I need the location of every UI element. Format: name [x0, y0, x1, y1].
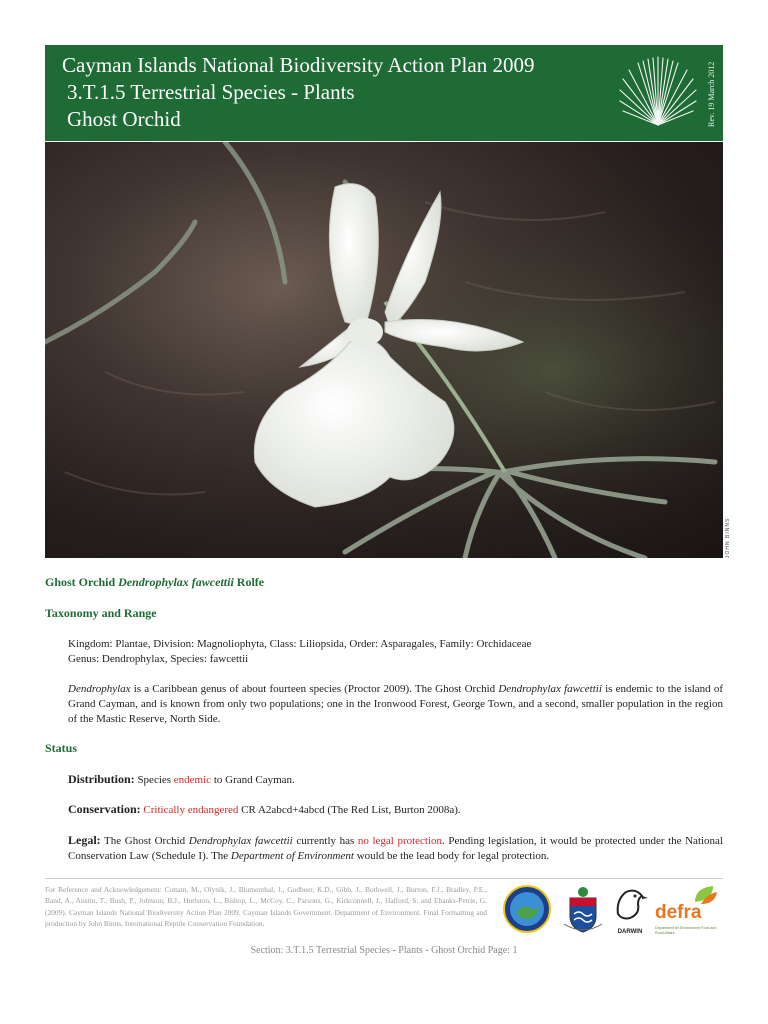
defra-label: defra: [655, 902, 702, 923]
distribution-highlight: endemic: [173, 774, 212, 786]
distribution-label: Distribution:: [68, 772, 135, 786]
range-paragraph: [68, 682, 723, 727]
species-name: Dendrophylax fawcettii: [498, 683, 602, 695]
defra-logo: [655, 884, 723, 936]
cayman-government-crest-icon: [562, 884, 604, 936]
range-text-2: is endemic to the island of Grand Cayman, and is known from only two populations; one in the Ironwood Forest, George Town, and a second, smaller population in the region of the Mastic Reserve, North Side.: [68, 683, 724, 725]
reference-note: For Reference and Acknowledgement: Cottam, M., Olynik, J., Blumenthal, J., Godbeer, K.D., Gibb, J., Bothwell, J., Burton, F.J., Bradley, P.E., Band, A., Austin, T., Bush, P., Johnson, B.J., Hurlston, L., Bishop, L., McCoy, C., Parsons, G., Kirkconnell, J., Halford, S. and Ebanks-Petrie, G. (2009). Cayman Islands National Biodiversity Action Plan 2009. Cayman Islands Government. Department of Environment. Final Formatting and production by John Binns, International Reptile Conservation Foundation.: [45, 885, 487, 928]
photo-credit: JOHN BINNS: [725, 517, 731, 558]
ghost-orchid-photo: [45, 142, 723, 558]
genus-name: Dendrophylax: [68, 683, 131, 695]
legal-text-post2: would be the lead body for legal protection.: [353, 850, 550, 862]
defra-subtitle: Department for Environment Food and Rural Affairs: [655, 926, 717, 935]
footer-divider: [45, 878, 723, 879]
header-title-line3: Ghost Orchid: [67, 107, 181, 131]
legal-paragraph: [68, 833, 723, 864]
conservation-label: Conservation:: [68, 802, 141, 816]
common-name: Ghost Orchid: [45, 575, 116, 589]
distribution-line: [68, 772, 295, 788]
legal-text-mid: currently has: [292, 835, 358, 847]
header-title-line2: 3.T.1.5 Terrestrial Species - Plants: [67, 80, 355, 104]
sunburst-icon: [618, 53, 698, 133]
department-name: Department of Environment: [230, 850, 354, 862]
conservation-text: CR A2abcd+4abcd (The Red List, Burton 2008a).: [238, 804, 461, 816]
range-text-1: is a Caribbean genus of about fourteen species (Proctor 2009). The Ghost Orchid: [130, 683, 499, 695]
status-heading: Status: [45, 741, 78, 755]
revision-date: Rev. 19 March 2012: [707, 61, 716, 127]
orchid-illustration: [45, 142, 723, 558]
scientific-name: Dendrophylax fawcettii: [118, 575, 234, 589]
legal-highlight: no legal protection: [357, 835, 443, 847]
header-title-line1: Cayman Islands National Biodiversity Action Plan 2009: [62, 53, 535, 77]
legal-text-post1: . Pending legislation, it would be protected under the National Conservation Law (Schedule I). The: [68, 835, 723, 862]
page-footer: Section: 3.T.1.5 Terrestrial Species - Plants - Ghost Orchid Page: 1: [250, 945, 518, 956]
classification-line2: Genus: Dendrophylax, Species: fawcettii: [68, 653, 249, 665]
darwin-initiative-logo: [610, 884, 650, 936]
conservation-line: [68, 802, 461, 818]
distribution-text-pre: Species: [134, 774, 174, 786]
species-title: [45, 575, 264, 590]
legal-text-pre: The Ghost Orchid: [100, 835, 189, 847]
darwin-bird-icon: [610, 884, 650, 924]
conservation-highlight: Critically endangered: [143, 804, 239, 816]
taxonomy-classification: [68, 637, 531, 667]
legal-species: Dendrophylax fawcettii: [188, 835, 293, 847]
legal-label: Legal:: [68, 833, 101, 847]
authority: Rolfe: [236, 575, 265, 589]
distribution-text-post: to Grand Cayman.: [211, 774, 295, 786]
darwin-label: DARWIN: [617, 929, 643, 935]
taxonomy-heading: Taxonomy and Range: [45, 606, 157, 620]
biodiversity-logo-icon: [502, 884, 552, 934]
classification-line1: Kingdom: Plantae, Division: Magnoliophyta, Class: Liliopsida, Order: Asparagales, Family: Orchidaceae: [68, 638, 532, 650]
header-banner: [45, 45, 723, 141]
